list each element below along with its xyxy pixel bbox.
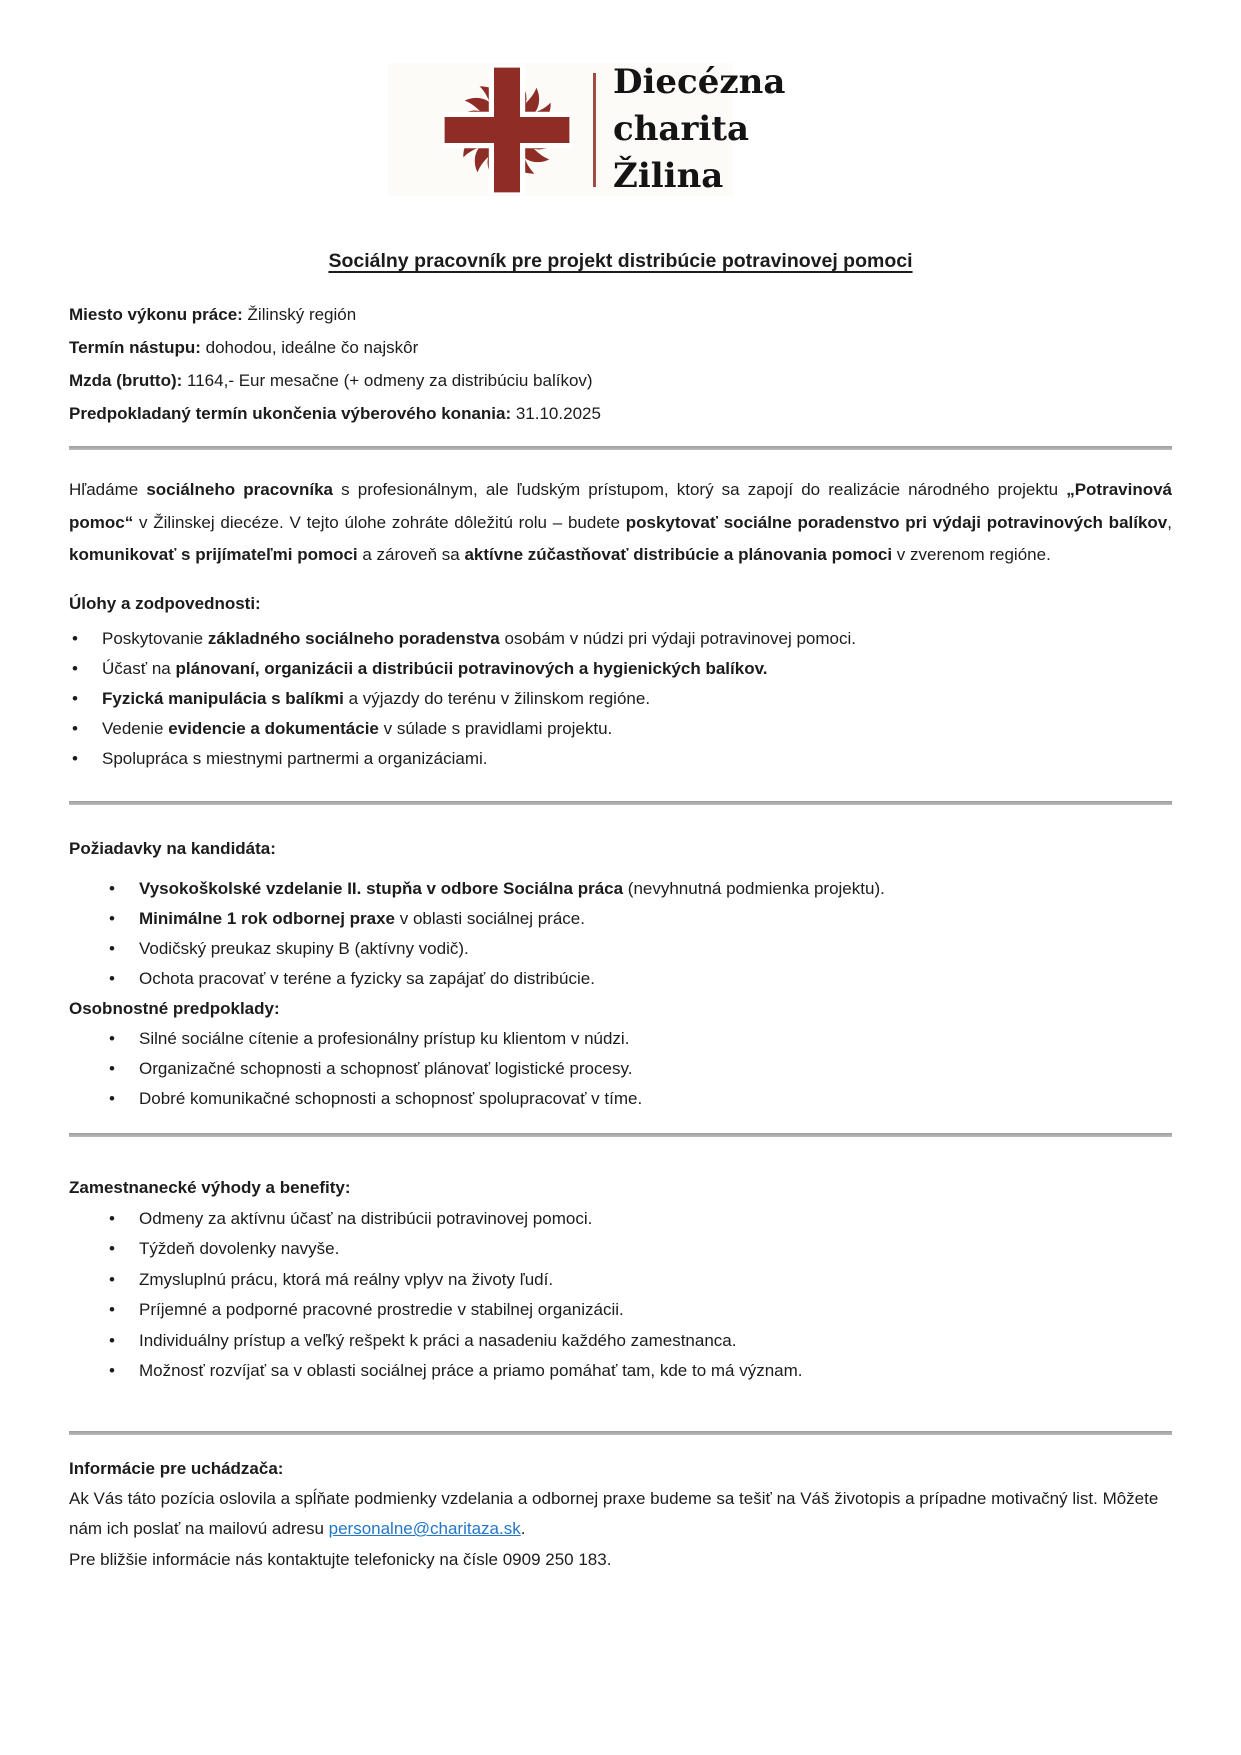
bullet-item xyxy=(106,874,1172,904)
section-divider xyxy=(69,801,1172,805)
detail-value: 1164,- Eur mesačne (+ odmeny za distribúciu balíkov) xyxy=(182,371,593,390)
detail-label: Mzda (brutto): xyxy=(69,371,183,390)
bold-text-run: plánovaní, organizácii a distribúcii potravinových a hygienických balíkov. xyxy=(175,658,768,678)
organization-name-line: Žilina xyxy=(613,156,724,196)
bullet-item xyxy=(106,1024,1172,1054)
bullet-item xyxy=(69,744,1172,774)
detail-line xyxy=(69,364,1172,397)
text-run: Hľadáme xyxy=(69,480,147,499)
bold-text-run: Fyzická manipulácia s balíkmi xyxy=(102,688,344,708)
requirements-list xyxy=(106,874,1172,994)
text-run: Silné sociálne cítenie a profesionálny prístup ku klientom v núdzi. xyxy=(139,1028,630,1048)
text-run: . xyxy=(520,1519,526,1538)
section-heading-tasks: Úlohy a zodpovednosti: xyxy=(69,593,261,613)
bullet-item xyxy=(106,934,1172,964)
bullet-item xyxy=(69,714,1172,744)
detail-value: 31.10.2025 xyxy=(511,404,601,423)
bullet-item xyxy=(69,654,1172,684)
text-run: v súlade s pravidlami projektu. xyxy=(378,718,613,738)
bold-text-run: základného sociálneho poradenstva xyxy=(207,628,500,648)
detail-label: Miesto výkonu práce: xyxy=(69,305,243,324)
bold-text-run: Vysokoškolské vzdelanie II. stupňa v odbore Sociálna práca xyxy=(139,878,624,898)
text-run: a zároveň sa xyxy=(357,545,465,564)
applicant-info-text xyxy=(69,1484,1172,1545)
bullet-item xyxy=(106,1084,1172,1114)
text-run: osobám v núdzi pri výdaji potravinovej pomoci. xyxy=(499,628,856,648)
bold-text-run: poskytovať sociálne poradenstvo pri výdaji potravinových balíkov xyxy=(625,512,1168,532)
section-divider xyxy=(69,1431,1172,1435)
tasks-list xyxy=(69,624,1172,774)
caritas-flame-cross-icon xyxy=(442,65,572,195)
bullet-item xyxy=(69,684,1172,714)
detail-value: Žilinský región xyxy=(242,305,357,324)
bold-text-run: „Potravinová pomoc“ xyxy=(69,480,1172,532)
text-run: v Žilinskej diecéze. V tejto úlohe zohráte dôležitú rolu – budete xyxy=(133,512,626,532)
job-details xyxy=(69,298,1172,430)
bullet-item xyxy=(106,1265,1172,1296)
text-run: s profesionálnym, ale ľudským prístupom, ktorý sa zapojí do realizácie národného projektu xyxy=(333,480,1067,499)
bold-text-run: komunikovať s prijímateľmi pomoci xyxy=(69,545,358,564)
logo-divider-line xyxy=(593,73,596,187)
text-run: Týždeň dovolenky navyše. xyxy=(139,1239,340,1258)
text-run: Spolupráca s miestnymi partnermi a organizáciami. xyxy=(102,748,488,768)
text-run: v zverenom regióne. xyxy=(892,545,1051,564)
organization-name-line: Diecézna xyxy=(613,62,786,102)
intro-paragraph xyxy=(69,474,1172,572)
detail-line xyxy=(69,331,1172,364)
text-run: Príjemné a podporné pracovné prostredie v stabilnej organizácii. xyxy=(139,1300,624,1319)
bold-text-run: sociálneho pracovníka xyxy=(146,480,334,499)
text-run: Poskytovanie xyxy=(102,628,208,648)
detail-line xyxy=(69,298,1172,331)
text-run: Vedenie xyxy=(102,718,169,738)
text-run: v oblasti sociálnej práce. xyxy=(395,908,585,928)
bullet-item xyxy=(106,1234,1172,1265)
section-heading-requirements: Požiadavky na kandidáta: xyxy=(69,838,276,858)
bullet-item xyxy=(106,1295,1172,1326)
text-run: Dobré komunikačné schopnosti a schopnosť spolupracovať v tíme. xyxy=(139,1088,643,1108)
text-run: Možnosť rozvíjať sa v oblasti sociálnej práce a priamo pomáhať tam, kde to má význam. xyxy=(139,1361,803,1380)
organization-name-line: charita xyxy=(613,109,750,149)
text-run: Ak Vás táto pozícia oslovila a spĺňate podmienky vzdelania a odbornej praxe budeme sa tešiť na Váš životopis a prípadne motivačný list. Môžete nám ich poslať na mailovú adresu xyxy=(69,1488,1159,1538)
text-run: Organizačné schopnosti a schopnosť plánovať logistické procesy. xyxy=(139,1058,633,1078)
applicant-info-paragraph xyxy=(69,1484,1172,1576)
bold-text-run: aktívne zúčastňovať distribúcie a plánovania pomoci xyxy=(464,545,893,564)
text-run: (nevyhnutná podmienka projektu). xyxy=(623,878,885,898)
detail-line xyxy=(69,397,1172,430)
text-run: Vodičský preukaz skupiny B (aktívny vodič). xyxy=(139,938,469,958)
section-heading-personal: Osobnostné predpoklady: xyxy=(69,998,280,1018)
bullet-item xyxy=(106,1054,1172,1084)
text-run: Ochota pracovať v teréne a fyzicky sa zapájať do distribúcie. xyxy=(139,968,595,988)
bullet-item xyxy=(106,904,1172,934)
section-divider xyxy=(69,1133,1172,1137)
text-run: Odmeny za aktívnu účasť na distribúcii potravinovej pomoci. xyxy=(139,1208,593,1228)
contact-phone-text xyxy=(69,1545,1172,1576)
bold-text-run: evidencie a dokumentácie xyxy=(168,718,379,738)
text-run: Účasť na xyxy=(102,658,176,678)
text-run: Individuálny prístup a veľký rešpekt k práci a nasadeniu každého zamestnanca. xyxy=(139,1330,737,1350)
page-title: Sociálny pracovník pre projekt distribúcie potravinovej pomoci xyxy=(328,250,913,272)
section-heading-benefits: Zamestnanecké výhody a benefity: xyxy=(69,1177,351,1197)
organization-name xyxy=(613,59,785,200)
email-link[interactable]: personalne@charitaza.sk xyxy=(328,1519,521,1538)
detail-label: Termín nástupu: xyxy=(69,338,201,357)
text-run: Zmysluplnú prácu, ktorá má reálny vplyv na životy ľudí. xyxy=(139,1269,554,1289)
bullet-item xyxy=(69,624,1172,654)
organization-logo xyxy=(388,62,786,196)
text-run: , xyxy=(1167,512,1172,532)
text-run: Pre bližšie informácie nás kontaktujte telefonicky na čísle 0909 250 183. xyxy=(69,1549,612,1569)
bullet-item xyxy=(106,1356,1172,1387)
detail-value: dohodou, ideálne čo najskôr xyxy=(200,338,419,357)
bullet-item xyxy=(106,1326,1172,1357)
personal-traits-list xyxy=(106,1024,1172,1114)
benefits-list xyxy=(106,1204,1172,1387)
section-heading-applicant-info: Informácie pre uchádzača: xyxy=(69,1458,284,1478)
detail-label: Predpokladaný termín ukončenia výberového konania: xyxy=(69,404,512,423)
text-run: a výjazdy do terénu v žilinskom regióne. xyxy=(343,688,651,708)
bold-text-run: Minimálne 1 rok odbornej praxe xyxy=(139,908,396,928)
section-divider xyxy=(69,446,1172,450)
bullet-item xyxy=(106,1204,1172,1235)
bullet-item xyxy=(106,964,1172,994)
